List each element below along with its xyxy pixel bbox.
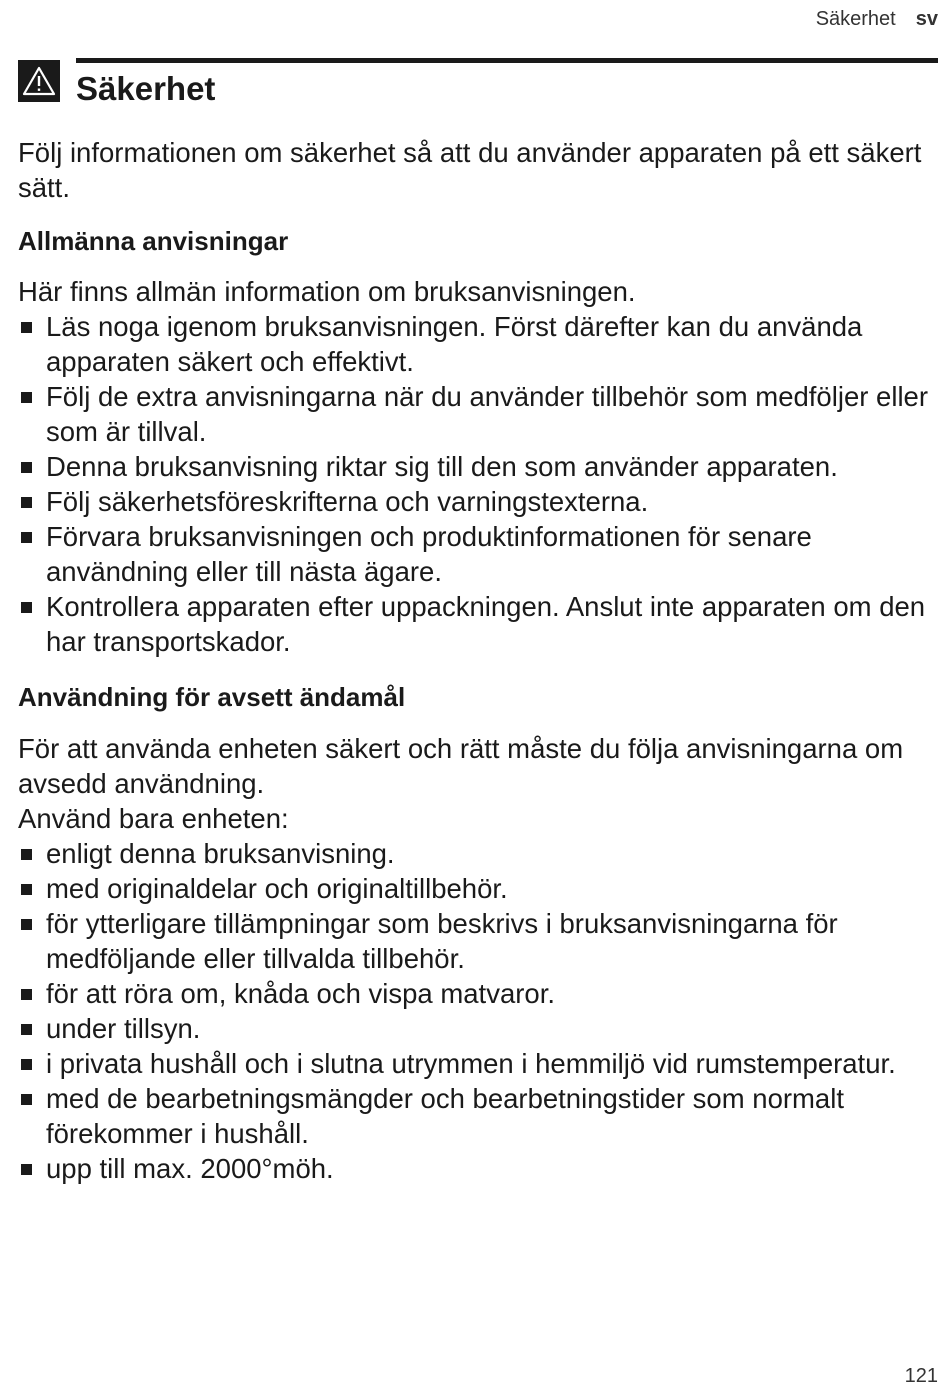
- intro-paragraph: Följ informationen om säkerhet så att du använder apparaten på ett säkert sätt.: [18, 137, 922, 203]
- running-header: [816, 8, 938, 31]
- list-item-text: Följ säkerhetsföreskrifterna och varningstexterna.: [46, 486, 649, 517]
- section-intended-use-lead-2: Använd bara enheten:: [18, 803, 289, 834]
- square-bullet-icon: [21, 919, 32, 930]
- list-item-text: Läs noga igenom bruksanvisningen. Först därefter kan du använda apparaten säkert och effektivt.: [46, 311, 863, 377]
- list-item: [18, 906, 938, 976]
- square-bullet-icon: [21, 1059, 32, 1070]
- section-heading-intended-use: Användning för avsett ändamål: [18, 682, 406, 712]
- list-item: [18, 484, 938, 519]
- square-bullet-icon: [21, 322, 32, 333]
- list-item: [18, 836, 938, 871]
- list-item-text: Denna bruksanvisning riktar sig till den som använder apparaten.: [46, 451, 838, 482]
- header-language-code: sv: [915, 8, 938, 30]
- list-item: [18, 449, 938, 484]
- square-bullet-icon: [21, 849, 32, 860]
- square-bullet-icon: [21, 392, 32, 403]
- list-item-text: för att röra om, knåda och vispa matvaror.: [46, 978, 555, 1009]
- list-item: [18, 379, 938, 449]
- list-item: [18, 1046, 938, 1081]
- general-instructions-list: [18, 309, 938, 659]
- header-section-name: Säkerhet: [815, 8, 896, 30]
- main-content: [18, 135, 938, 1186]
- square-bullet-icon: [21, 1164, 32, 1175]
- list-item-text: med de bearbetningsmängder och bearbetningstider som normalt förekommer i hushåll.: [46, 1083, 844, 1149]
- section-intended-use-lead: För att använda enheten säkert och rätt måste du följa anvisningarna om avsedd användning.: [18, 733, 904, 799]
- warning-icon: [18, 60, 60, 102]
- list-item-text: upp till max. 2000°möh.: [46, 1153, 334, 1184]
- square-bullet-icon: [21, 497, 32, 508]
- list-item: [18, 976, 938, 1011]
- square-bullet-icon: [21, 989, 32, 1000]
- square-bullet-icon: [21, 532, 32, 543]
- list-item: [18, 1011, 938, 1046]
- list-item: [18, 1081, 938, 1151]
- page-number: 121: [904, 1365, 938, 1387]
- list-item-text: under tillsyn.: [46, 1013, 201, 1044]
- list-item: [18, 589, 938, 659]
- list-item-text: Förvara bruksanvisningen och produktinformationen för senare användning eller till nästa ägare.: [46, 521, 812, 587]
- list-item-text: för ytterligare tillämpningar som beskrivs i bruksanvisningarna för medföljande eller tillvalda tillbehör.: [46, 908, 838, 974]
- intended-use-list: [18, 836, 938, 1186]
- list-item-text: med originaldelar och originaltillbehör.: [46, 873, 508, 904]
- square-bullet-icon: [21, 1024, 32, 1035]
- list-item: [18, 1151, 938, 1186]
- title-rule: [76, 58, 938, 63]
- list-item-text: i privata hushåll och i slutna utrymmen i hemmiljö vid rumstemperatur.: [46, 1048, 896, 1079]
- page-title: Säkerhet: [76, 70, 216, 107]
- square-bullet-icon: [21, 462, 32, 473]
- square-bullet-icon: [21, 1094, 32, 1105]
- section-heading-general: Allmänna anvisningar: [18, 226, 289, 256]
- square-bullet-icon: [21, 602, 32, 613]
- list-item: [18, 519, 938, 589]
- list-item: [18, 871, 938, 906]
- list-item: [18, 309, 938, 379]
- list-item-text: Kontrollera apparaten efter uppackningen. Anslut inte apparaten om den har transportskador.: [46, 591, 926, 657]
- list-item-text: enligt denna bruksanvisning.: [46, 838, 395, 869]
- list-item-text: Följ de extra anvisningarna när du använder tillbehör som medföljer eller som är tillval.: [46, 381, 929, 447]
- square-bullet-icon: [21, 884, 32, 895]
- section-general-lead: Här finns allmän information om bruksanvisningen.: [18, 276, 636, 307]
